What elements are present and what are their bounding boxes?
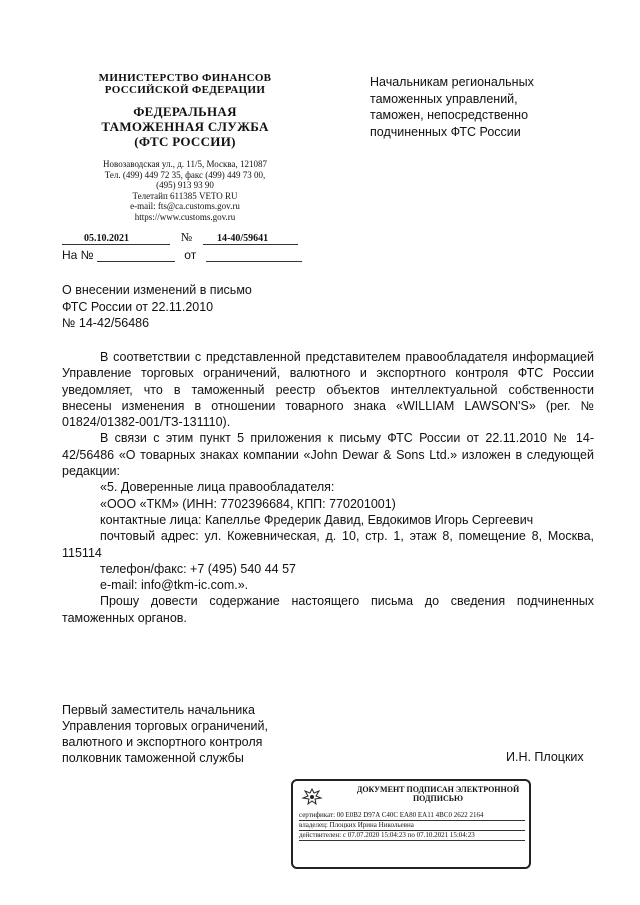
telex: Телетайп 611385 VETO RU (132, 190, 238, 201)
registration-date: 05.10.2021 (62, 233, 170, 245)
paragraph-1: В соответствии с представленной представителем правообладателя информацией Управление торговых ограничений, валютного и экспортного контроля ФТС России уведомляет, что в таможенный реестр объектов интеллектуальной собственности внесены изменения в отношении товарного знака «WILLIAM LAWSON'S» (рег. № 01824/01382-001/ТЗ-131110). (62, 350, 594, 430)
address: Новозаводская ул., д. 11/5, Москва, 121087 (103, 159, 267, 169)
ref-number-blank (97, 249, 175, 262)
email: e-mail: fts@ca.customs.gov.ru (130, 201, 240, 211)
service-line-2: ТАМОЖЕННАЯ СЛУЖБА (101, 119, 269, 134)
stamp-title-line-2: ПОДПИСЬЮ (412, 794, 464, 803)
paragraph-7: телефон/факс: +7 (495) 540 44 57 (100, 561, 297, 576)
contacts (60, 159, 310, 222)
signer-position-line-4: полковник таможенной службы (62, 751, 244, 765)
addressee-line-2: таможенных управлений, (370, 91, 518, 106)
subject-line-3: № 14-42/56486 (62, 316, 150, 330)
paragraph-9: Прошу довести содержание настоящего письма до сведения подчиненных таможенных органов. (62, 594, 594, 625)
signer-position-line-3: валютного и экспортного контроля (62, 735, 263, 749)
paragraph-5: контактные лица: Капеллье Фредерик Давид, Евдокимов Игорь Сергеевич (100, 512, 534, 527)
ministry-line-2: РОССИЙСКОЙ ФЕДЕРАЦИИ (104, 84, 266, 96)
stamp-title-line-1: ДОКУМЕНТ ПОДПИСАН ЭЛЕКТРОННОЙ (356, 785, 520, 794)
reference-row (62, 248, 302, 262)
signature-block (62, 702, 362, 766)
signer-position-line-1: Первый заместитель начальника (62, 703, 255, 717)
paragraph-2: В связи с этим пункт 5 приложения к письму ФТС России от 22.11.2010 № 14-42/56486 «О товарных знаках компании «John Dewar & Sons Ltd.» изложен в следующей редакции: (62, 431, 594, 479)
from-label: от (184, 248, 197, 262)
addressee-line-4: подчиненных ФТС России (370, 124, 521, 139)
service-line-1: ФЕДЕРАЛЬНАЯ (133, 104, 237, 119)
eagle-emblem-icon (301, 787, 323, 807)
addressee (370, 74, 610, 140)
stamp-details (299, 811, 525, 841)
website: https://www.customs.gov.ru (134, 211, 236, 222)
addressee-line-1: Начальникам региональных (370, 75, 534, 89)
service-name (60, 104, 310, 149)
ministry-line-1: МИНИСТЕРСТВО ФИНАНСОВ (98, 72, 272, 84)
electronic-signature-stamp (291, 779, 531, 869)
stamp-owner: владелец: Плоцких Ирина Никольевна (299, 821, 525, 831)
registration-number: 14-40/59641 (203, 233, 298, 245)
subject-line-2: ФТС России от 22.11.2010 (62, 299, 214, 314)
addressee-line-3: таможен, непосредственно (370, 108, 529, 122)
number-sign: № (180, 230, 193, 244)
phone-line-1: Тел. (499) 449 72 35, факс (499) 449 73 00, (104, 169, 266, 180)
phone-line-2: (495) 913 93 90 (156, 180, 214, 190)
subject-line-1: О внесении изменений в письмо (62, 283, 252, 297)
subject (62, 282, 322, 332)
ref-label: На № (62, 248, 94, 262)
paragraph-4: «ООО «ТКМ» (ИНН: 7702396684, КПП: 770201001) (100, 496, 396, 511)
service-line-3: (ФТС РОССИИ) (134, 134, 236, 149)
stamp-certificate: сертификат: 00 E0B2 D97A C40C EA80 EA11 4BC0 2622 2164 (299, 811, 525, 821)
paragraph-8: e-mail: info@tkm-ic.com.». (100, 578, 249, 593)
stamp-validity: действителен: с 07.07.2020 15:04:23 по 07.10.2021 15:04:23 (299, 831, 525, 841)
letterhead (60, 72, 310, 222)
ref-date-blank (206, 249, 302, 262)
signer-position-line-2: Управления торговых ограничений, (62, 719, 268, 733)
registration-row (62, 230, 298, 245)
paragraph-3: «5. Доверенные лица правообладателя: (100, 480, 335, 495)
stamp-title (347, 785, 529, 803)
letter-body (62, 349, 594, 626)
signer-name: И.Н. Плоцких (506, 750, 584, 764)
paragraph-6: почтовый адрес: ул. Кожевническая, д. 10, стр. 1, этаж 8, помещение 8, Москва, 115114 (62, 529, 594, 560)
